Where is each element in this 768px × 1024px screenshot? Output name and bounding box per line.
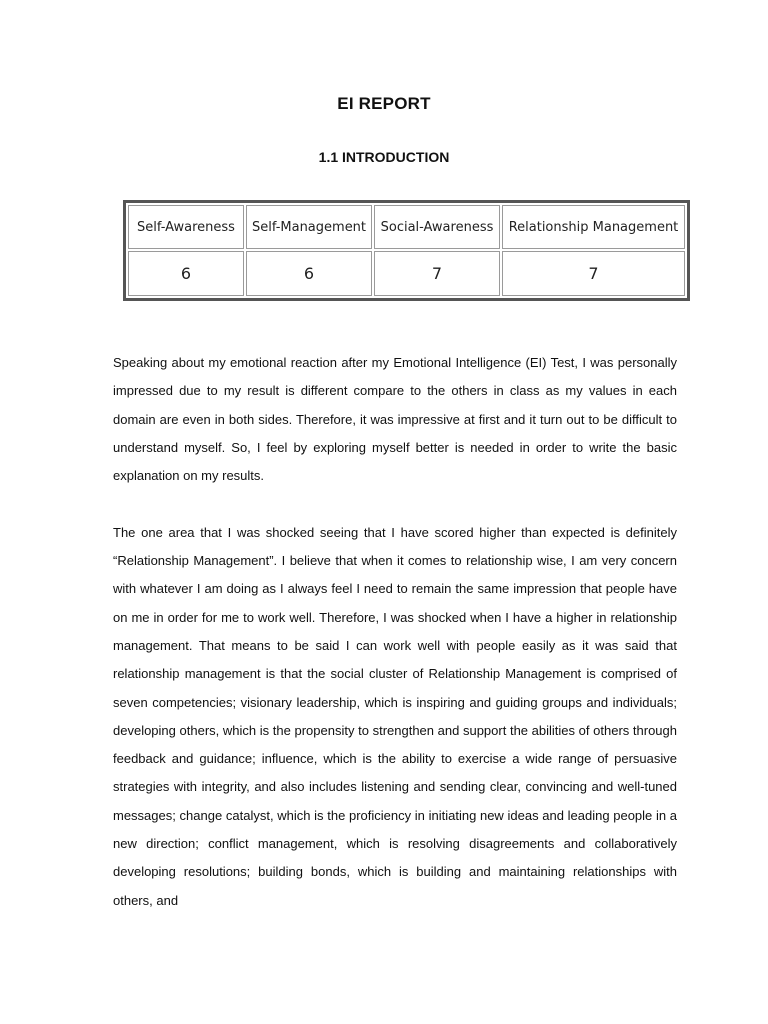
paragraph-2: The one area that I was shocked seeing that I have scored higher than expected is definitely “Relationship Management”. I believe that when it comes to relationship wise, I am very concern with whatever I am doing as I always feel I need to remain the same impression that people have on me in order for me to work well. Therefore, I was shocked when I have a higher in relationship management. That means to be said I can work well with people easily as it was said that relationship management is that the social cluster of Relationship Management is comprised of seven competencies; visionary leadership, which is inspiring and guiding groups and individuals; developing others, which is the propensity to strengthen and support the abilities of others through feedback and guidance; influence, which is the ability to exercise a wide range of persuasive strategies with integrity, and also includes listening and sending clear, convincing and well-tuned messages; change catalyst, which is the proficiency in initiating new ideas and leading people in a new direction; conflict management, which is resolving disagreements and collaboratively developing resolutions; building bonds, which is building and maintaining relationships with others, and bbox=[113, 524, 677, 908]
header-social-awareness: Social-Awareness bbox=[374, 205, 500, 249]
section-heading: 1.1 INTRODUCTION bbox=[318, 149, 450, 165]
value-social-awareness: 7 bbox=[374, 251, 500, 296]
table-value-row bbox=[128, 251, 685, 296]
table-header-row bbox=[128, 205, 685, 249]
header-self-management: Self-Management bbox=[246, 205, 372, 249]
report-body bbox=[113, 349, 677, 915]
value-self-management: 6 bbox=[246, 251, 372, 296]
header-self-awareness: Self-Awareness bbox=[128, 205, 244, 249]
paragraph-1: Speaking about my emotional reaction after my Emotional Intelligence (EI) Test, I was personally impressed due to my result is different compare to the others in class as my values in each domain are even in both sides. Therefore, it was impressive at first and it turn out to be difficult to understand myself. So, I feel by exploring myself better is needed in order to write the basic explanation on my results. bbox=[113, 355, 677, 484]
header-relationship-management: Relationship Management bbox=[502, 205, 685, 249]
ei-score-table bbox=[123, 200, 690, 301]
value-self-awareness: 6 bbox=[128, 251, 244, 296]
value-relationship-management: 7 bbox=[502, 251, 685, 296]
document-title: EI REPORT bbox=[337, 94, 431, 113]
